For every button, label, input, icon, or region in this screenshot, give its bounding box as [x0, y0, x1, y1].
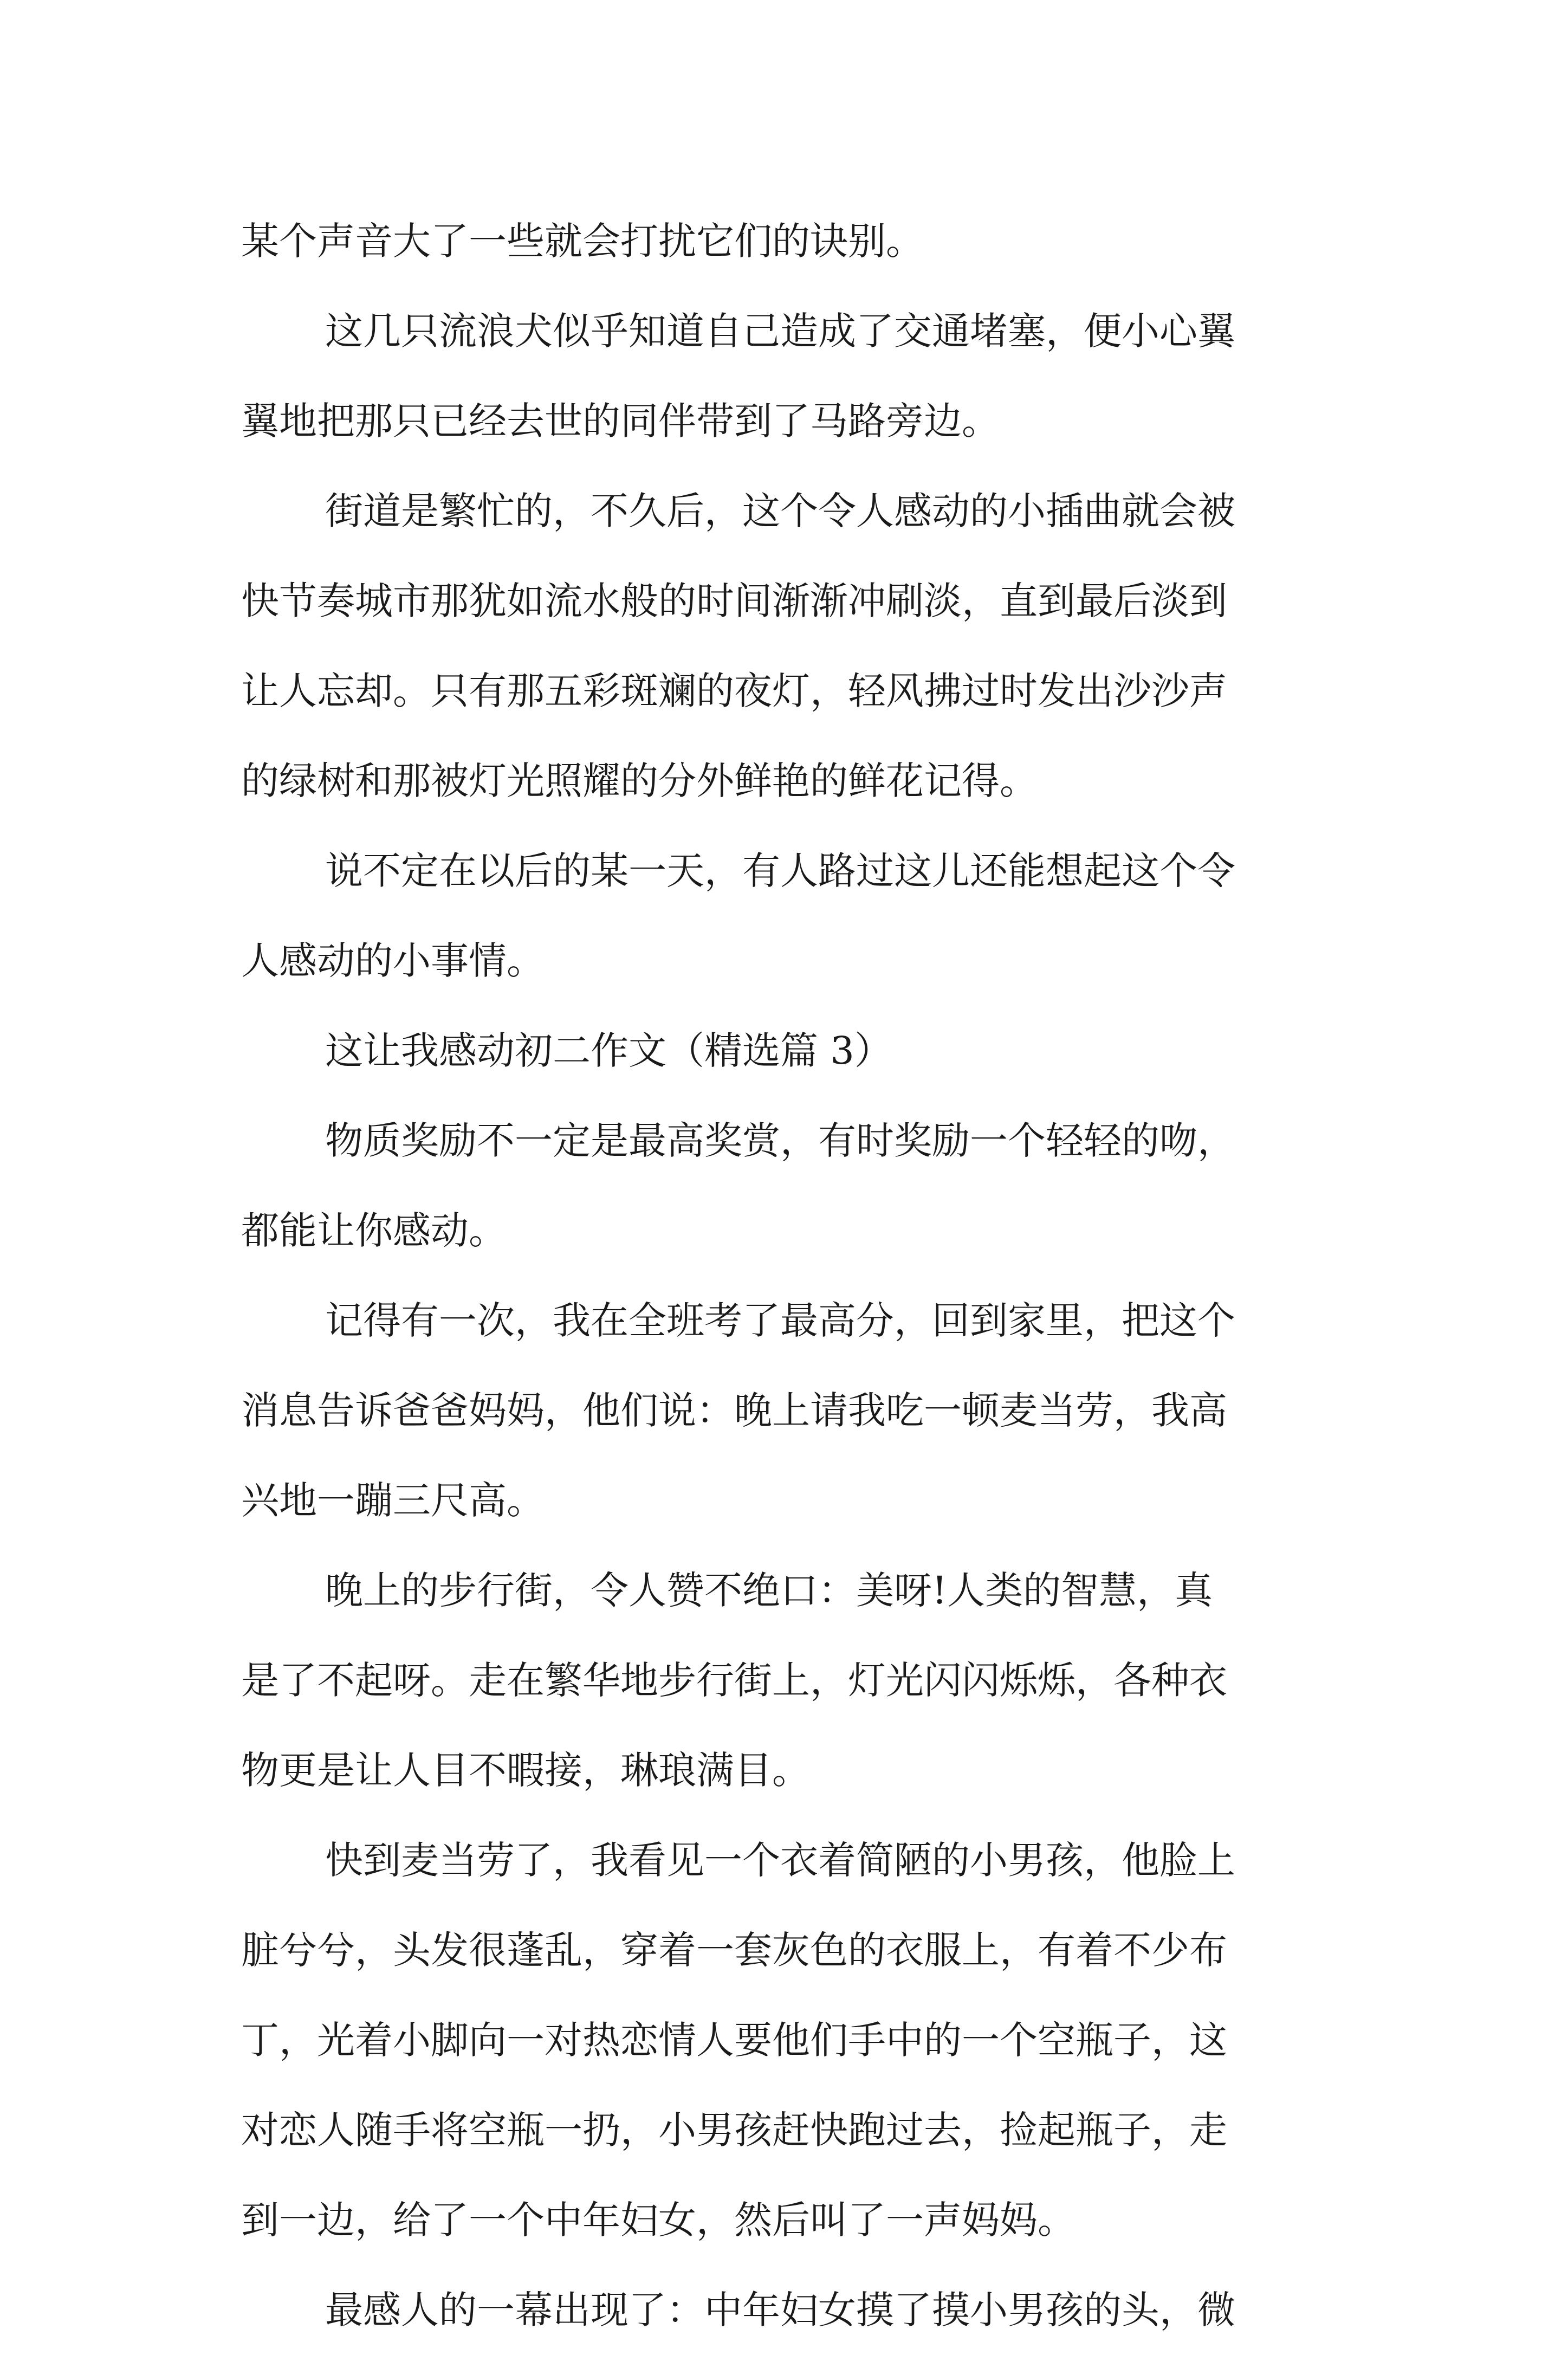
- text-line: 消息告诉爸爸妈妈，他们说：晚上请我吃一顿麦当劳，我高: [241, 1388, 1227, 1433]
- text-line: 对恋人随手将空瓶一扔，小男孩赶快跑过去，捡起瓶子，走: [241, 2108, 1227, 2152]
- text-line: 物更是让人目不暇接，琳琅满目。: [241, 1748, 810, 1793]
- text-line: 说不定在以后的某一天，有人路过这儿还能想起这个令: [325, 849, 1235, 893]
- text-line: 街道是繁忙的，不久后，这个令人感动的小插曲就会被: [325, 489, 1235, 533]
- text-line: 快到麦当劳了，我看见一个衣着简陋的小男孩，他脸上: [325, 1838, 1235, 1882]
- text-line: 最感人的一幕出现了：中年妇女摸了摸小男孩的头，微: [325, 2288, 1235, 2332]
- text-line: 都能让你感动。: [241, 1208, 507, 1253]
- text-line: 晚上的步行街，令人赞不绝口：美呀!人类的智慧，真: [325, 1568, 1213, 1613]
- text-line: 这几只流浪犬似乎知道自己造成了交通堵塞，便小心翼: [325, 309, 1235, 353]
- text-line: 翼地把那只已经去世的同伴带到了马路旁边。: [241, 399, 1000, 443]
- document-body: [241, 196, 1346, 2355]
- text-line: 物质奖励不一定是最高奖赏，有时奖励一个轻轻的吻，: [325, 1118, 1235, 1163]
- text-line: 的绿树和那被灯光照耀的分外鲜艳的鲜花记得。: [241, 759, 1038, 803]
- text-line: 是了不起呀。走在繁华地步行街上，灯光闪闪烁烁，各种衣: [241, 1658, 1227, 1703]
- text-line: 人感动的小事情。: [241, 939, 545, 983]
- text-line: 这让我感动初二作文（精选篇 3）: [325, 1028, 892, 1073]
- text-line: 某个声音大了一些就会打扰它们的诀别。: [241, 219, 924, 263]
- text-line: 让人忘却。只有那五彩斑斓的夜灯，轻风拂过时发出沙沙声: [241, 669, 1227, 713]
- text-line: 丁，光着小脚向一对热恋情人要他们手中的一个空瓶子，这: [241, 2018, 1227, 2062]
- text-line: 快节奏城市那犹如流水般的时间渐渐冲刷淡，直到最后淡到: [241, 579, 1227, 623]
- text-line: 脏兮兮，头发很蓬乱，穿着一套灰色的衣服上，有着不少布: [241, 1928, 1227, 1972]
- text-line: 兴地一蹦三尺高。: [241, 1478, 545, 1523]
- text-line: 记得有一次，我在全班考了最高分，回到家里，把这个: [325, 1298, 1235, 1343]
- text-line: 到一边，给了一个中年妇女，然后叫了一声妈妈。: [241, 2198, 1075, 2242]
